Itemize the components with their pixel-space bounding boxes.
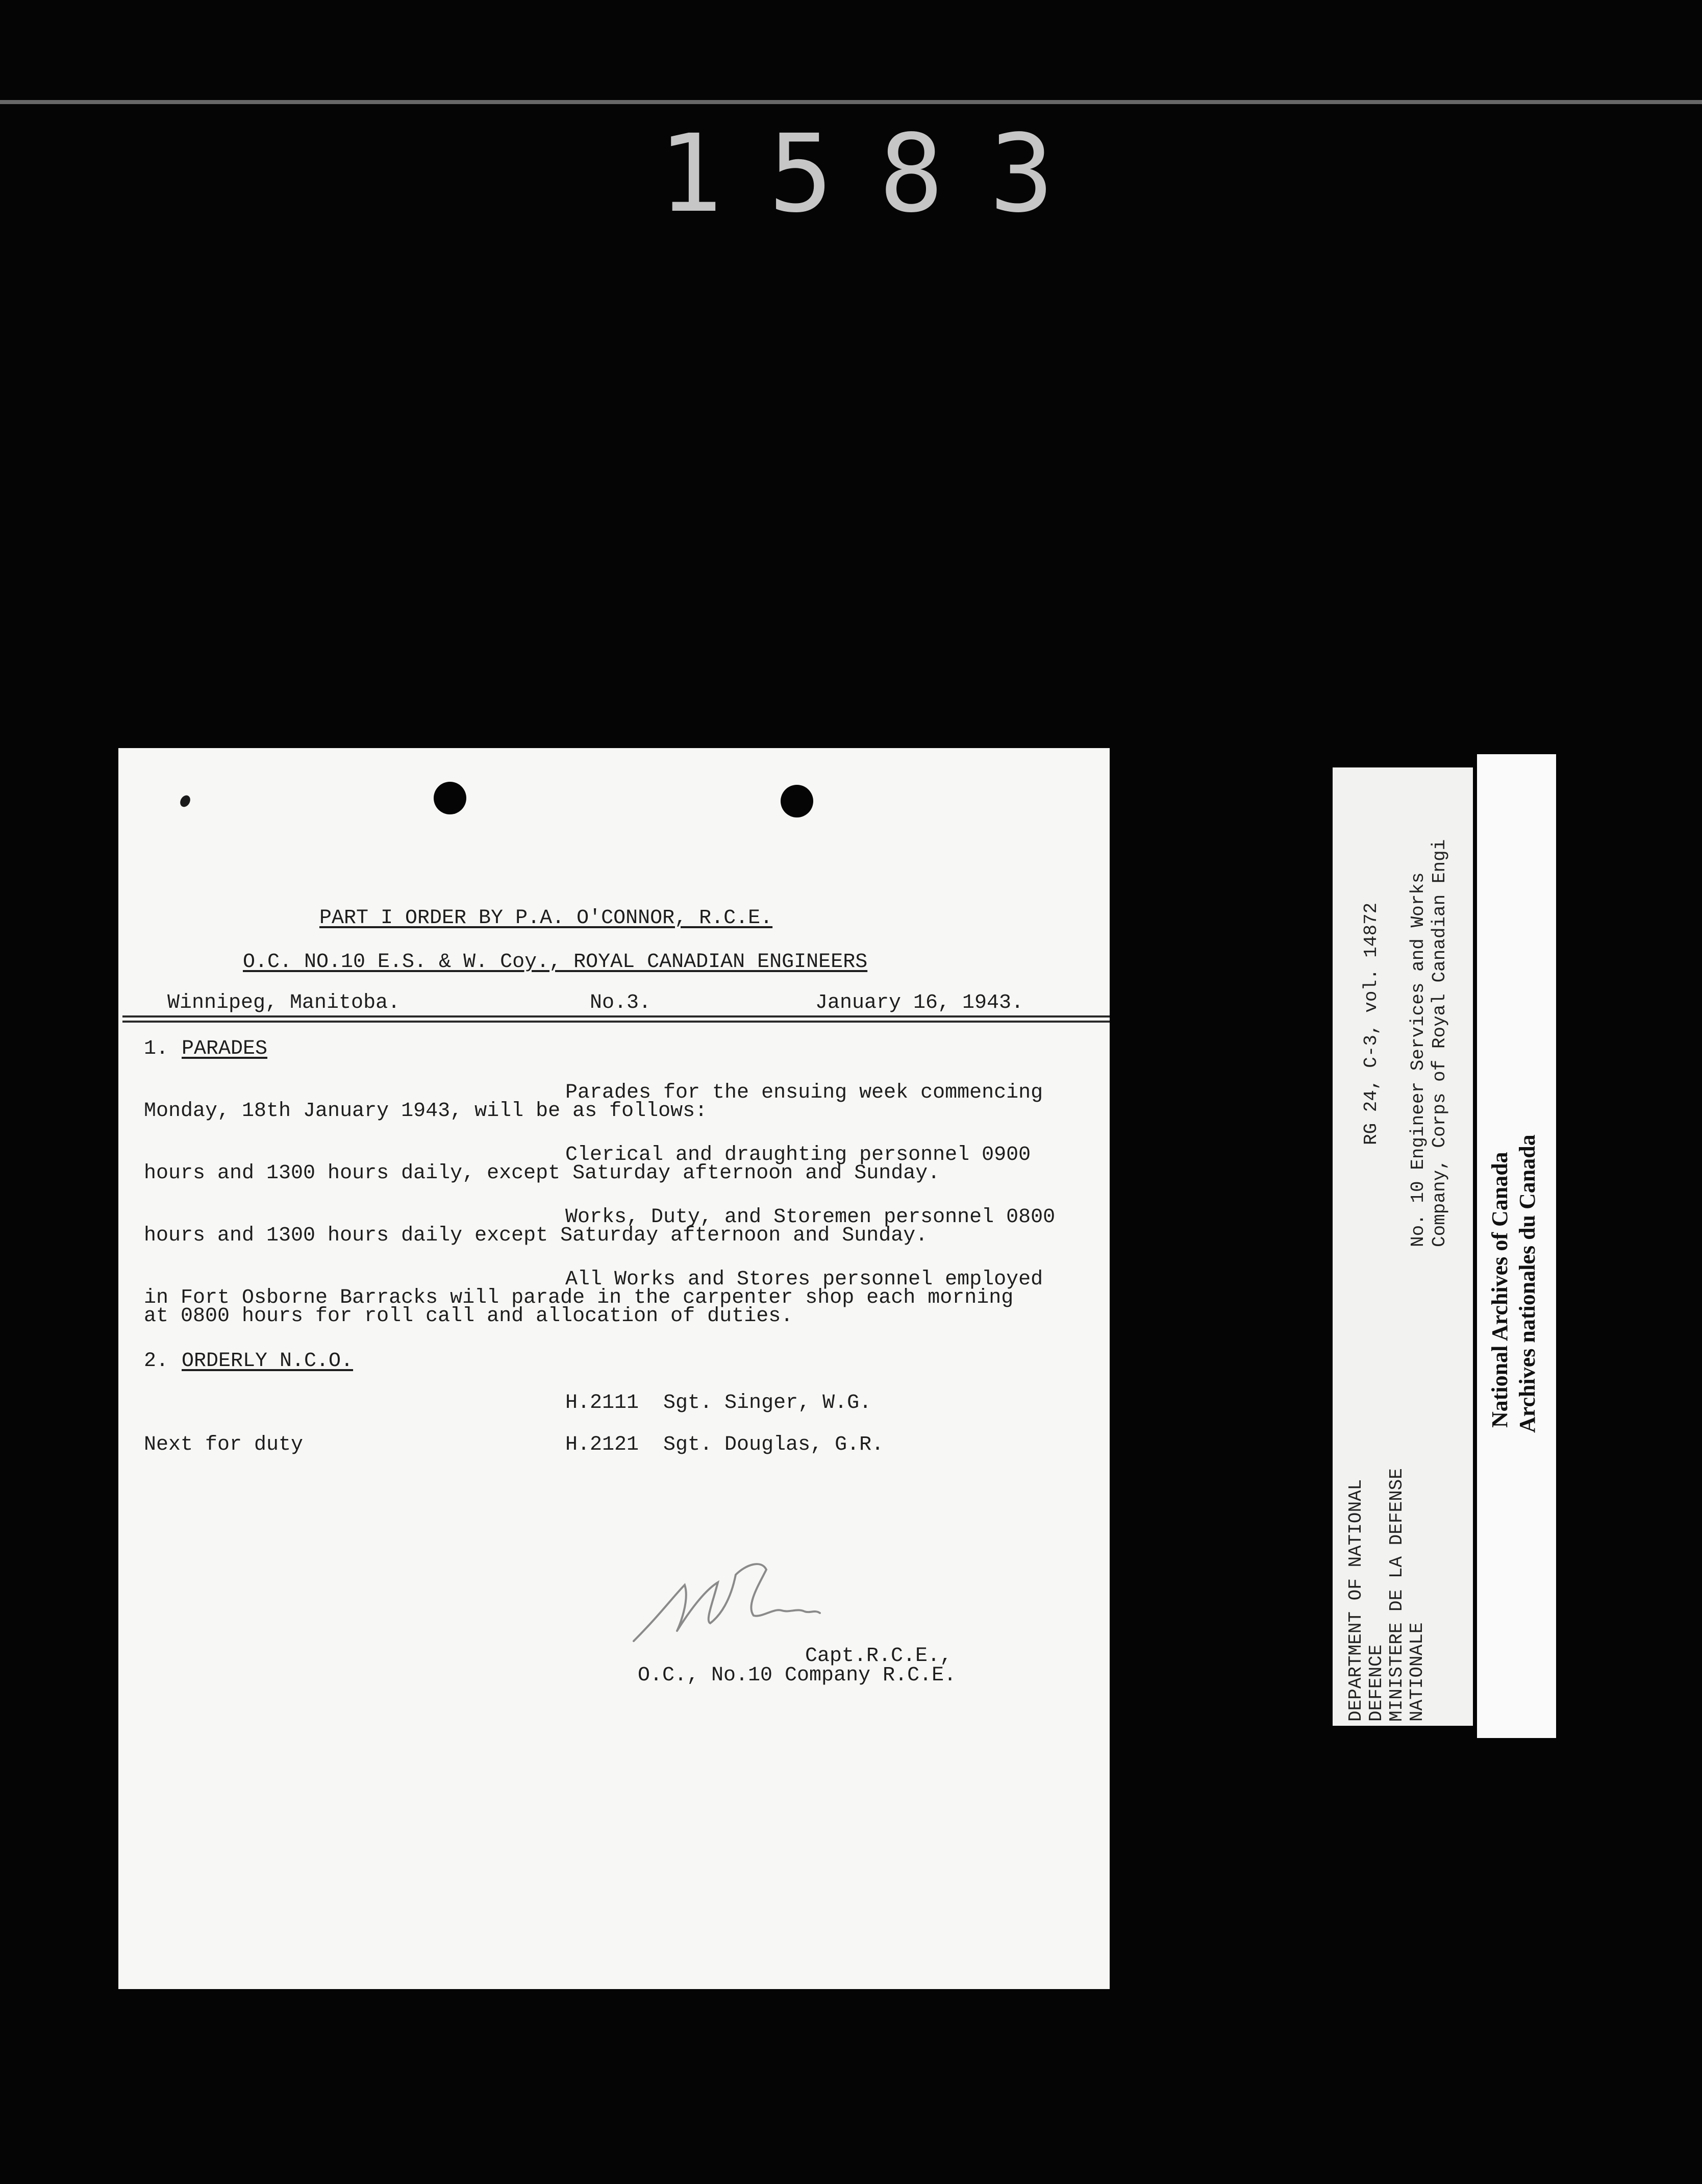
punch-hole	[781, 785, 813, 817]
para4-line3: at 0800 hours for roll call and allocation of duties.	[144, 1305, 793, 1328]
double-rule	[122, 1015, 1110, 1017]
signature-rank: Capt.R.C.E.,	[805, 1645, 953, 1668]
archive-description-line2: Company, Corps of Royal Canadian Engi	[1429, 839, 1450, 1247]
order-date: January 16, 1943.	[815, 991, 1024, 1014]
archives-name-fr: Archives nationales du Canada	[1515, 1134, 1540, 1433]
para2-line1: Clerical and draughting personnel 0900	[565, 1144, 1031, 1167]
archives-name-en: National Archives of Canada	[1487, 1152, 1512, 1428]
order-sheet	[118, 748, 1110, 1989]
order-number: No.3.	[590, 991, 652, 1014]
para3-line2: hours and 1300 hours daily except Saturday afternoon and Sunday.	[144, 1224, 928, 1247]
film-frame-rule	[0, 100, 1702, 104]
para1-line2: Monday, 18th January 1943, will be as follows:	[144, 1100, 708, 1123]
order-place: Winnipeg, Manitoba.	[167, 991, 401, 1014]
frame-number: 1583	[658, 111, 1100, 236]
archive-reference-label	[1333, 767, 1473, 1726]
section1-title: PARADES	[182, 1037, 268, 1060]
duty-current: H.2111 Sgt. Singer, W.G.	[565, 1392, 872, 1414]
para4-line2: in Fort Osborne Barracks will parade in the carpenter shop each morning	[144, 1286, 1014, 1309]
handwritten-signature	[629, 1554, 822, 1656]
duty-next: H.2121 Sgt. Douglas, G.R.	[565, 1433, 884, 1456]
para1-line1: Parades for the ensuing week commencing	[565, 1081, 1043, 1104]
section2-number: 2.	[144, 1350, 169, 1373]
heading-line2: O.C. NO.10 E.S. & W. Coy., ROYAL CANADIAN ENGINEERS	[243, 951, 868, 974]
para2-line2: hours and 1300 hours daily, except Saturday afternoon and Sunday.	[144, 1162, 940, 1185]
para3-line1: Works, Duty, and Storemen personnel 0800	[565, 1206, 1056, 1229]
para4-line1: All Works and Stores personnel employed	[565, 1268, 1043, 1291]
department-line1: DEPARTMENT OF NATIONAL	[1345, 1479, 1366, 1722]
department-line3: MINISTERE DE LA DEFENSE	[1386, 1468, 1407, 1722]
double-rule	[122, 1021, 1110, 1023]
section2-title: ORDERLY N.C.O.	[182, 1350, 354, 1373]
section1-number: 1.	[144, 1037, 169, 1060]
archive-description-line1: No. 10 Engineer Services and Works	[1408, 872, 1429, 1247]
signature-title: O.C., No.10 Company R.C.E.	[638, 1664, 957, 1687]
department-line2: DEFENCE	[1366, 1644, 1387, 1722]
department-line4: NATIONALE	[1407, 1622, 1428, 1722]
ink-speck	[178, 793, 192, 809]
next-for-duty-label: Next for duty	[144, 1433, 304, 1456]
archive-reference: RG 24, C-3, vol. 14872	[1361, 902, 1382, 1145]
punch-hole	[434, 782, 466, 814]
heading-line1: PART I ORDER BY P.A. O'CONNOR, R.C.E.	[319, 907, 773, 930]
national-archives-label	[1477, 754, 1556, 1738]
